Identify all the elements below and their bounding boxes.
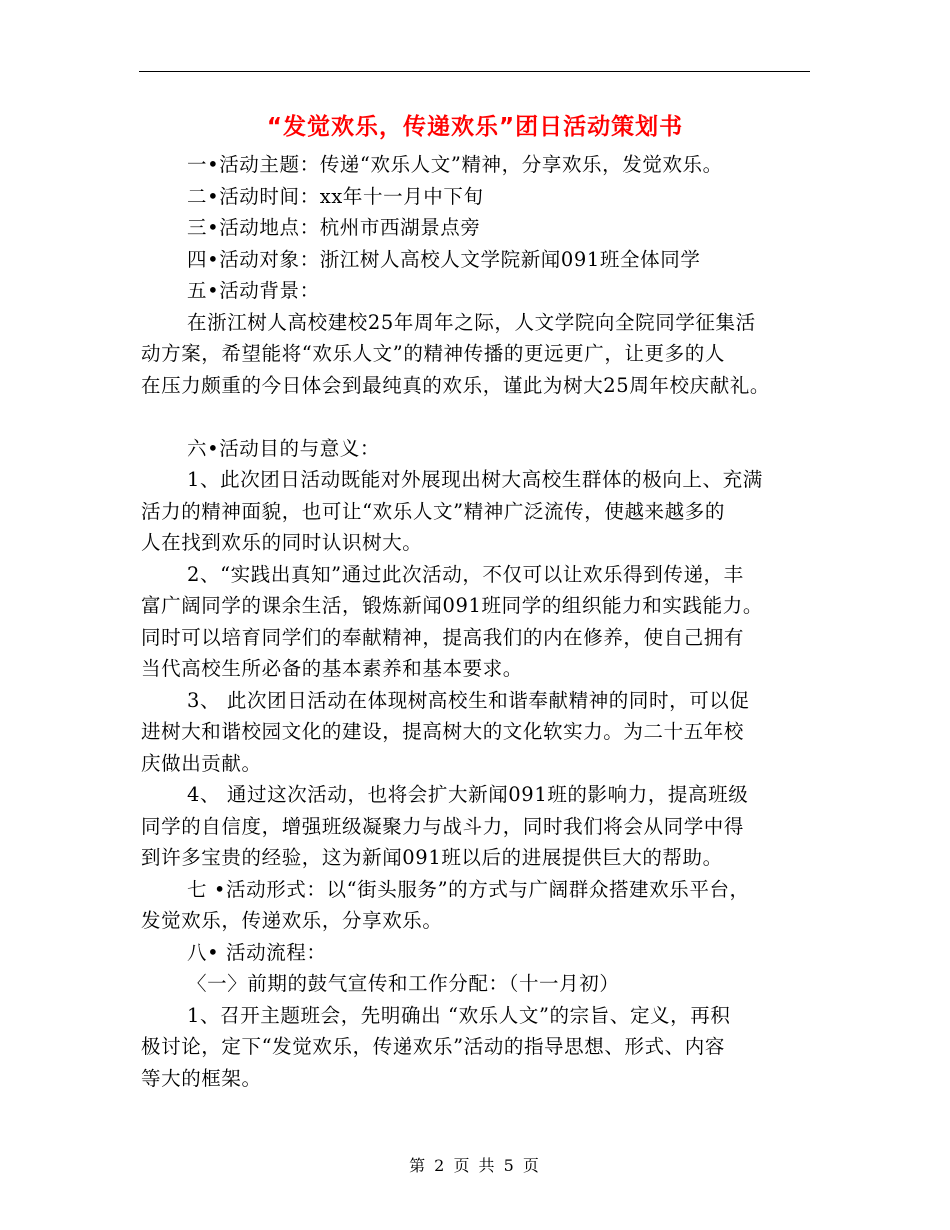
paragraph-line: 活力的精神面貌，也可让“欢乐人文”精神广泛流传，使越来越多的 bbox=[141, 499, 725, 523]
section-location: 三•活动地点：杭州市西湖景点旁 bbox=[187, 216, 481, 239]
paragraph-line: 3、 此次团日活动在体现树高校生和谐奉献精神的同时，可以促 bbox=[187, 688, 750, 712]
paragraph-line: 等大的框架。 bbox=[141, 1066, 262, 1090]
blank-line bbox=[141, 401, 813, 433]
paragraph-line: 富广阔同学的课余生活，锻炼新闻091班同学的组织能力和实践能力。 bbox=[141, 594, 763, 617]
document-body bbox=[141, 149, 813, 1094]
paragraph-line: 2、“实践出真知”通过此次活动，不仅可以让欢乐得到传递，丰 bbox=[187, 562, 744, 586]
document-title: “发觉欢乐，传递欢乐”团日活动策划书 bbox=[266, 114, 684, 140]
paragraph-line: 在浙江树人高校建校25年周年之际，人文学院向全院同学征集活 bbox=[187, 310, 756, 334]
paragraph-line: 1、召开主题班会，先明确出 “欢乐人文”的宗旨、定义，再积 bbox=[187, 1003, 731, 1027]
paragraph-line: 1、此次团日活动既能对外展现出树大高校生群体的极向上、充满 bbox=[187, 468, 763, 491]
page-number-footer: 第 2 页 共 5 页 bbox=[409, 1156, 541, 1175]
header-rule bbox=[139, 71, 810, 72]
paragraph-line: 在压力颇重的今日体会到最纯真的欢乐，谨此为树大25周年校庆献礼。 bbox=[141, 373, 771, 397]
section-format-heading: 七 •活动形式：以“街头服务”的方式与广阔群众搭建欢乐平台， bbox=[187, 877, 750, 901]
section-audience: 四•活动对象：浙江树人高校人文学院新闻091班全体同学 bbox=[187, 247, 701, 271]
paragraph-line: 4、 通过这次活动，也将会扩大新闻091班的影响力，提高班级 bbox=[187, 783, 749, 806]
subsection-heading: 〈一〉前期的鼓气宣传和工作分配：（十一月初） bbox=[187, 972, 620, 995]
section-purpose-heading: 六•活动目的与意义： bbox=[187, 436, 381, 460]
section-process-heading: 八• 活动流程： bbox=[187, 940, 327, 964]
paragraph-line: 庆做出贡献。 bbox=[141, 751, 262, 775]
paragraph-line: 到许多宝贵的经验，这为新闻091班以后的进展提供巨大的帮助。 bbox=[141, 846, 723, 869]
paragraph-line: 同时可以培育同学们的奉献精神，提高我们的内在修养，使自己拥有 bbox=[141, 625, 745, 649]
paragraph-line: 进树大和谐校园文化的建设，提高树大的文化软实力。为二十五年校 bbox=[141, 720, 745, 743]
section-background-heading: 五•活动背景： bbox=[187, 279, 320, 302]
section-time: 二•活动时间：xx年十一月中下旬 bbox=[187, 184, 484, 208]
paragraph-line: 极讨论，定下“发觉欢乐，传递欢乐”活动的指导思想、形式、内容 bbox=[141, 1035, 725, 1058]
paragraph-line: 动方案，希望能将“欢乐人文”的精神传播的更远更广，让更多的人 bbox=[141, 342, 725, 365]
paragraph-line: 当代高校生所必备的基本素养和基本要求。 bbox=[141, 657, 523, 680]
paragraph-line: 发觉欢乐，传递欢乐，分享欢乐。 bbox=[141, 909, 443, 932]
paragraph-line: 人在找到欢乐的同时认识树大。 bbox=[141, 531, 423, 554]
paragraph-line: 同学的自信度，增强班级凝聚力与战斗力，同时我们将会从同学中得 bbox=[141, 814, 745, 838]
section-theme: 一•活动主题：传递“欢乐人文”精神，分享欢乐，发觉欢乐。 bbox=[187, 153, 723, 176]
